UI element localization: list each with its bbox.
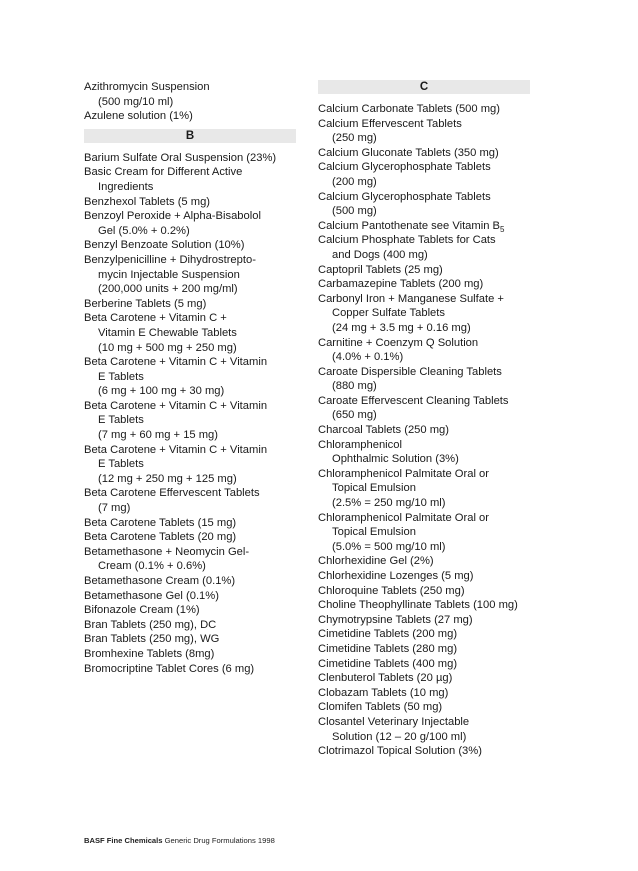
entry-continuation: (24 mg + 3.5 mg + 0.16 mg) [332, 321, 471, 334]
entry-text: Choline Theophyllinate Tablets (100 mg) [318, 599, 518, 612]
right-column [318, 80, 534, 759]
index-entry [318, 584, 534, 599]
index-entry [318, 700, 534, 715]
entry-continuation: Gel (5.0% + 0.2%) [98, 224, 190, 237]
entry-continuation: (650 mg) [332, 409, 377, 422]
entry-continuation: (2.5% = 250 mg/10 ml) [332, 497, 446, 510]
index-entry [84, 516, 300, 531]
entry-text: Chloroquine Tablets (250 mg) [318, 584, 465, 597]
entry-continuation: (250 mg) [332, 132, 377, 145]
entry-continuation: mycin Injectable Suspension [98, 268, 240, 281]
entry-text: Cimetidine Tablets (400 mg) [318, 657, 458, 670]
index-entry [318, 423, 534, 438]
entry-text: Azithromycin Suspension [84, 81, 210, 93]
index-entry [84, 443, 300, 487]
entry-text: Caroate Effervescent Cleaning Tablets [318, 394, 509, 407]
entry-text: Cimetidine Tablets (200 mg) [318, 628, 458, 641]
entry-text: Barium Sulfate Oral Suspension (23%) [84, 151, 277, 164]
index-entry [318, 160, 534, 189]
index-entry [318, 467, 534, 511]
entry-text: Calcium Gluconate Tablets (350 mg) [318, 146, 499, 159]
index-entry [84, 253, 300, 297]
entry-text: Beta Carotene + Vitamin C + [84, 312, 227, 325]
entry-text: Calcium Glycerophosphate Tablets [318, 190, 491, 203]
index-entry [84, 662, 300, 677]
entry-text: Calcium Glycerophosphate Tablets [318, 161, 491, 174]
index-entry [84, 80, 300, 109]
entry-continuation: Solution (12 – 20 g/100 ml) [332, 730, 467, 743]
entry-text: Clobazam Tablets (10 mg) [318, 686, 449, 699]
entry-text: Closantel Veterinary Injectable [318, 715, 470, 728]
index-entry [318, 438, 534, 467]
index-entry [84, 530, 300, 545]
entry-text: Benzhexol Tablets (5 mg) [84, 195, 211, 208]
entry-continuation: (7 mg + 60 mg + 15 mg) [98, 429, 219, 442]
index-entry [84, 311, 300, 355]
index-entry [84, 618, 300, 633]
index-entry [318, 627, 534, 642]
index-entry [318, 394, 534, 423]
entry-text: Benzylpenicilline + Dihydrostrepto- [84, 253, 256, 266]
index-entry [84, 165, 300, 194]
index-entry [84, 589, 300, 604]
index-entry [84, 399, 300, 443]
entry-text: Betamethasone Gel (0.1%) [84, 589, 219, 602]
entry-text: Cimetidine Tablets (280 mg) [318, 642, 458, 655]
index-entry [318, 292, 534, 336]
index-entry [84, 603, 300, 618]
index-entry [84, 297, 300, 312]
entry-text: Chloramphenicol Palmitate Oral or [318, 467, 489, 480]
index-entry [318, 190, 534, 219]
entry-continuation: and Dogs (400 mg) [332, 248, 428, 261]
entry-continuation: Ophthalmic Solution (3%) [332, 453, 459, 466]
index-entry [318, 671, 534, 686]
index-entry [318, 715, 534, 744]
entry-continuation: E Tablets [98, 370, 144, 383]
index-entry [318, 511, 534, 555]
subscript: 5 [500, 224, 505, 234]
index-entry [84, 209, 300, 238]
index-entry [318, 569, 534, 584]
entry-continuation: E Tablets [98, 458, 144, 471]
entry-text: Carbonyl Iron + Manganese Sulfate + [318, 292, 504, 305]
entry-text: Benzoyl Peroxide + Alpha-Bisabolol [84, 210, 261, 223]
entry-text: Carbamazepine Tablets (200 mg) [318, 278, 484, 291]
entry-continuation: Vitamin E Chewable Tablets [98, 326, 237, 339]
index-entry [84, 545, 300, 574]
entry-text: Calcium Carbonate Tablets (500 mg) [318, 103, 500, 115]
entry-continuation: (7 mg) [98, 502, 131, 515]
left-column [84, 80, 300, 676]
entry-text: Chloramphenicol [318, 438, 402, 451]
entry-continuation: (12 mg + 250 mg + 125 mg) [98, 472, 237, 485]
entry-text: Calcium Pantothenate see Vitamin $B_5$ [318, 219, 505, 234]
entry-text: Carnitine + Coenzym Q Solution [318, 336, 479, 349]
entry-text: Beta Carotene + Vitamin C + Vitamin [84, 443, 268, 456]
entry-text: Bifonazole Cream (1%) [84, 604, 200, 617]
entry-text: Basic Cream for Different Active [84, 166, 243, 179]
entry-text: Beta Carotene Tablets (20 mg) [84, 531, 237, 544]
entry-text: Chymotrypsine Tablets (27 mg) [318, 613, 473, 626]
index-entry [318, 686, 534, 701]
entry-text: Captopril Tablets (25 mg) [318, 263, 443, 276]
index-entry [84, 238, 300, 253]
page-footer [84, 836, 275, 845]
section-header-c: C [318, 80, 530, 94]
index-entry [318, 554, 534, 569]
entry-text: Bromhexine Tablets (8mg) [84, 647, 215, 660]
entry-text: Chlorhexidine Lozenges (5 mg) [318, 570, 474, 582]
entry-continuation: Cream (0.1% + 0.6%) [98, 560, 206, 573]
index-entry [84, 355, 300, 399]
entry-text: Azulene solution (1%) [84, 110, 193, 123]
index-entry [84, 647, 300, 662]
entry-continuation: (10 mg + 500 mg + 250 mg) [98, 341, 237, 354]
entry-text: Betamethasone + Neomycin Gel- [84, 545, 250, 558]
index-entry [318, 233, 534, 262]
index-entry [318, 657, 534, 672]
index-entry [318, 146, 534, 161]
section-b-entries [84, 151, 300, 676]
entry-text: Calcium Phosphate Tablets for Cats [318, 234, 496, 247]
entry-text: Clenbuterol Tablets (20 µg) [318, 672, 453, 685]
entry-continuation: (6 mg + 100 mg + 30 mg) [98, 385, 225, 398]
index-entry [318, 744, 534, 759]
entry-continuation: Topical Emulsion [332, 526, 416, 539]
footer-title: Generic Drug Formulations 1998 [164, 836, 275, 845]
entry-text: Beta Carotene + Vitamin C + Vitamin [84, 399, 268, 412]
entry-continuation: (5.0% = 500 mg/10 ml) [332, 540, 446, 553]
entry-continuation: E Tablets [98, 414, 144, 427]
entry-continuation: (4.0% + 0.1%) [332, 351, 404, 364]
entry-continuation: (200,000 units + 200 mg/ml) [98, 283, 238, 296]
entry-text: Chloramphenicol Palmitate Oral or [318, 511, 489, 524]
entry-text: Charcoal Tablets (250 mg) [318, 424, 449, 437]
index-entry [318, 613, 534, 628]
entry-continuation: (500 mg) [332, 205, 377, 218]
index-entry [84, 109, 300, 124]
index-entry [84, 486, 300, 515]
entry-text: Clomifen Tablets (50 mg) [318, 701, 443, 714]
entry-text: Benzyl Benzoate Solution (10%) [84, 239, 245, 252]
entry-text: Bran Tablets (250 mg), DC [84, 618, 217, 631]
entry-text: Calcium Effervescent Tablets [318, 117, 462, 130]
entry-text: Caroate Dispersible Cleaning Tablets [318, 365, 502, 378]
index-entry [318, 102, 534, 117]
entry-text: Beta Carotene + Vitamin C + Vitamin [84, 356, 268, 369]
index-entry [84, 151, 300, 166]
entry-text: Berberine Tablets (5 mg) [84, 297, 207, 310]
entry-text: Bromocriptine Tablet Cores (6 mg) [84, 662, 255, 675]
index-entry [318, 598, 534, 613]
footer-brand: BASF Fine Chemicals [84, 836, 163, 845]
left-top-entries [84, 80, 300, 124]
index-entry [318, 365, 534, 394]
entry-continuation: (880 mg) [332, 380, 377, 393]
index-entry [318, 263, 534, 278]
section-header-b: B [84, 129, 296, 143]
entry-text: Clotrimazol Topical Solution (3%) [318, 745, 482, 758]
entry-continuation: Ingredients [98, 180, 154, 193]
index-entry [84, 574, 300, 589]
entry-continuation: Copper Sulfate Tablets [332, 307, 445, 320]
index-entry [318, 336, 534, 365]
index-entry [84, 195, 300, 210]
entry-continuation: (500 mg/10 ml) [98, 95, 174, 108]
entry-continuation: Topical Emulsion [332, 482, 416, 495]
entry-text: Betamethasone Cream (0.1%) [84, 575, 236, 587]
entry-text: Bran Tablets (250 mg), WG [84, 633, 220, 646]
index-entry [318, 219, 534, 234]
entry-text: Beta Carotene Tablets (15 mg) [84, 516, 237, 529]
index-entry [318, 117, 534, 146]
entry-text: Chlorhexidine Gel (2%) [318, 555, 434, 568]
index-entry [84, 632, 300, 647]
index-entry [318, 642, 534, 657]
entry-text: Beta Carotene Effervescent Tablets [84, 487, 260, 500]
section-c-entries [318, 102, 534, 759]
entry-continuation: (200 mg) [332, 175, 377, 188]
index-entry [318, 277, 534, 292]
